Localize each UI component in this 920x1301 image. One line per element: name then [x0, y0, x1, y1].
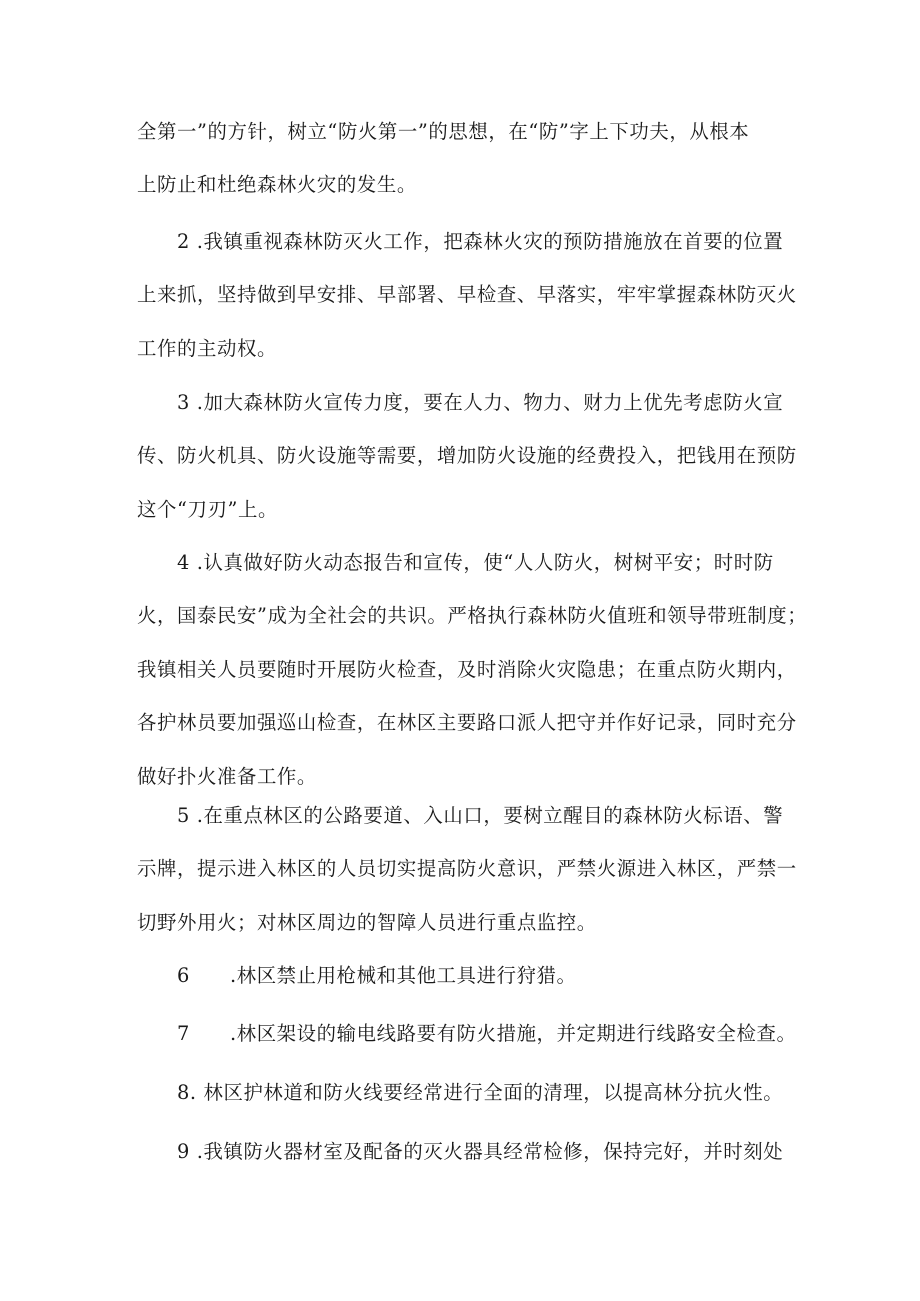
paragraph-5: [137, 789, 797, 949]
paragraph-line: 2 .我镇重视森林防灭火工作，把森林火灾的预防措施放在首要的位置: [177, 230, 784, 253]
paragraph-2: [137, 215, 797, 375]
paragraph-3: [137, 376, 797, 536]
paragraph-line: 4 .认真做好防火动态报告和宣传，使“人人防火，树树平安；时时防: [177, 551, 774, 574]
paragraph-line: 我镇相关人员要随时开展防火检查，及时消除火灾隐患；在重点防火期内，: [137, 657, 797, 681]
paragraph-line: 8. 林区护林道和防火线要经常进行全面的清理，以提高林分抗火性。: [177, 1081, 784, 1104]
paragraph-line: 切野外用火；对林区周边的智障人员进行重点监控。: [137, 910, 597, 934]
item-text: .林区架设的输电线路要有防火措施，并定期进行线路安全检查。: [229, 1022, 797, 1045]
item-text: .林区禁止用枪械和其他工具进行狩猎。: [229, 964, 577, 987]
paragraph-line: 上防止和杜绝森林火灾的发生。: [137, 173, 417, 197]
paragraph-6: [137, 949, 797, 1002]
paragraph-line: 火，国泰民安”成为全社会的共识。严格执行森林防火值班和领导带班制度；: [137, 604, 808, 628]
paragraph-line: 工作的主动权。: [137, 336, 277, 360]
paragraph-1: [137, 105, 797, 212]
paragraph-line: 3 .加大森林防火宣传力度，要在人力、物力、财力上优先考虑防火宣: [177, 391, 784, 414]
paragraph-4: [137, 536, 808, 803]
item-number: 6: [177, 964, 190, 987]
paragraph-7: [137, 1007, 797, 1060]
paragraph-line: 5 .在重点林区的公路要道、入山口，要树立醒目的森林防火标语、警: [177, 804, 784, 827]
paragraph-line: 传、防火机具、防火设施等需要，增加防火设施的经费投入，把钱用在预防: [137, 444, 797, 468]
paragraph-line: [137, 949, 797, 1002]
paragraph-line: 9 .我镇防火器材室及配备的灭火器具经常检修，保持完好，并时刻处: [177, 1140, 784, 1163]
paragraph-line: 上来抓，坚持做到早安排、早部署、早检查、早落实，牢牢掌握森林防灭火: [137, 283, 797, 307]
paragraph-line: 这个“刀刃”上。: [137, 497, 278, 521]
paragraph-line: [137, 1007, 797, 1060]
paragraph-9: [137, 1125, 797, 1178]
paragraph-line: 示牌，提示进入林区的人员切实提高防火意识，严禁火源进入林区，严禁一: [137, 857, 797, 881]
item-number: 7: [177, 1022, 190, 1045]
paragraph-line: 全第一”的方针，树立“防火第一”的思想，在“防”字上下功夫，从根本: [137, 120, 750, 143]
paragraph-line: 做好扑火准备工作。: [137, 764, 317, 788]
paragraph-8: [137, 1066, 797, 1119]
paragraph-line: 各护林员要加强巡山检查，在林区主要路口派人把守并作好记录，同时充分: [137, 711, 797, 735]
